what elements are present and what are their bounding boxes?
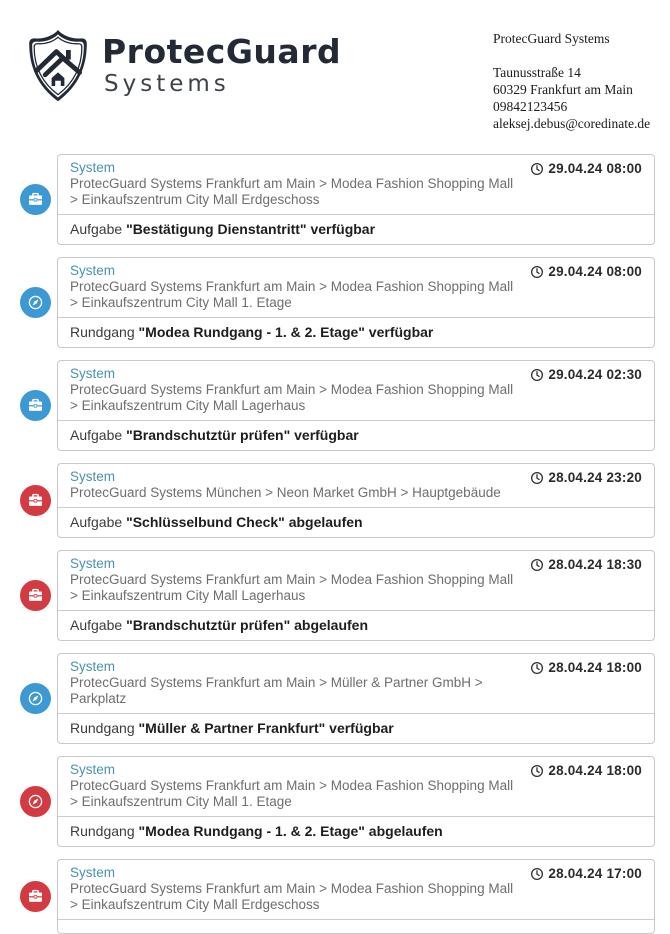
notification-list [0, 154, 670, 934]
company-logo [26, 28, 341, 104]
breadcrumb: ProtecGuard Systems Frankfurt am Main > Modea Fashion Shopping Mall > Einkaufszentrum City Mall Erdgeschoss [70, 176, 514, 207]
notification-card[interactable] [57, 463, 655, 538]
contact-email: aleksej.debus@coredinate.de [493, 116, 651, 131]
notification-card[interactable] [57, 756, 655, 847]
notification-row [0, 756, 670, 847]
breadcrumb: ProtecGuard Systems Frankfurt am Main > Modea Fashion Shopping Mall > Einkaufszentrum City Mall Lagerhaus [70, 572, 514, 603]
message-prefix: Rundgang [70, 720, 139, 736]
message-subject-status: "Müller & Partner Frankfurt" verfügbar [138, 720, 394, 736]
source-label: System [70, 366, 116, 381]
notification-card[interactable] [57, 154, 655, 245]
timestamp-text: 28.04.24 18:00 [548, 763, 642, 778]
briefcase-icon [20, 184, 51, 215]
timestamp-text: 29.04.24 02:30 [548, 367, 642, 382]
notification-row [0, 463, 670, 538]
notification-message [58, 507, 654, 537]
source-label: System [70, 659, 116, 674]
timestamp [530, 263, 642, 279]
clock-icon [530, 661, 544, 675]
message-subject-status: "Brandschutztür prüfen" abgelaufen [126, 617, 369, 633]
clock-icon [530, 867, 544, 881]
message-prefix: Aufgabe [70, 617, 127, 633]
compass-icon [20, 287, 51, 318]
notification-card[interactable] [57, 360, 655, 451]
briefcase-icon [20, 580, 51, 611]
message-subject-status: "Modea Rundgang - 1. & 2. Etage" verfügbar [138, 324, 434, 340]
notification-row [0, 550, 670, 641]
notification-card[interactable] [57, 257, 655, 348]
briefcase-icon [20, 485, 51, 516]
notification-message [58, 816, 654, 846]
timestamp [530, 160, 642, 176]
notification-card[interactable] [57, 550, 655, 641]
clock-icon [530, 162, 544, 176]
message-subject-status: "Bestätigung Dienstantritt" verfügbar [126, 221, 376, 237]
breadcrumb: ProtecGuard Systems Frankfurt am Main > Modea Fashion Shopping Mall > Einkaufszentrum City Mall 1. Etage [70, 778, 514, 809]
timestamp-text: 28.04.24 18:00 [548, 660, 642, 675]
timestamp-text: 28.04.24 23:20 [548, 470, 642, 485]
brand-name: ProtecGuard [102, 32, 342, 71]
notification-card[interactable] [57, 859, 655, 934]
shield-house-icon [26, 28, 90, 104]
message-prefix: Rundgang [70, 324, 139, 340]
timestamp [530, 469, 642, 485]
timestamp-text: 29.04.24 08:00 [548, 161, 642, 176]
clock-icon [530, 558, 544, 572]
breadcrumb: ProtecGuard Systems Frankfurt am Main > Modea Fashion Shopping Mall > Einkaufszentrum City Mall Erdgeschoss [70, 881, 514, 912]
timestamp [530, 762, 642, 778]
message-subject-status: "Schlüsselbund Check" abgelaufen [126, 514, 363, 530]
notification-message [58, 214, 654, 244]
notification-card[interactable] [57, 653, 655, 744]
message-subject-status: "Brandschutztür prüfen" verfügbar [126, 427, 359, 443]
source-label: System [70, 865, 116, 880]
timestamp [530, 865, 642, 881]
timestamp-text: 29.04.24 08:00 [548, 264, 642, 279]
notification-row [0, 653, 670, 744]
contact-phone: 09842123456 [493, 99, 568, 114]
clock-icon [530, 368, 544, 382]
briefcase-icon [20, 390, 51, 421]
timestamp-text: 28.04.24 17:00 [548, 866, 642, 881]
compass-icon [20, 683, 51, 714]
clock-icon [530, 764, 544, 778]
brand-subtitle: Systems [104, 71, 230, 97]
notification-message [58, 610, 654, 640]
notification-row [0, 257, 670, 348]
contact-block [493, 28, 658, 132]
contact-city: 60329 Frankfurt am Main [493, 82, 633, 97]
timestamp [530, 556, 642, 572]
breadcrumb: ProtecGuard Systems Frankfurt am Main > Modea Fashion Shopping Mall > Einkaufszentrum City Mall 1. Etage [70, 279, 514, 310]
message-prefix: Rundgang [70, 823, 139, 839]
notification-row [0, 360, 670, 451]
message-prefix: Aufgabe [70, 514, 127, 530]
message-prefix: Aufgabe [70, 427, 127, 443]
clock-icon [530, 265, 544, 279]
timestamp [530, 659, 642, 675]
notification-message [58, 420, 654, 450]
source-label: System [70, 556, 116, 571]
clock-icon [530, 471, 544, 485]
breadcrumb: ProtecGuard Systems München > Neon Market GmbH > Hauptgebäude [70, 485, 501, 500]
notification-message [58, 713, 654, 743]
message-subject-status: "Modea Rundgang - 1. & 2. Etage" abgelaufen [138, 823, 443, 839]
notification-row [0, 859, 670, 934]
timestamp [530, 366, 642, 382]
page-header [0, 0, 670, 131]
contact-company: ProtecGuard Systems [493, 31, 610, 46]
message-prefix: Aufgabe [70, 221, 127, 237]
compass-icon [20, 786, 51, 817]
breadcrumb: ProtecGuard Systems Frankfurt am Main > Modea Fashion Shopping Mall > Einkaufszentrum City Mall Lagerhaus [70, 382, 514, 413]
source-label: System [70, 160, 116, 175]
source-label: System [70, 469, 116, 484]
source-label: System [70, 762, 116, 777]
briefcase-icon [20, 881, 51, 912]
source-label: System [70, 263, 116, 278]
breadcrumb: ProtecGuard Systems Frankfurt am Main > Müller & Partner GmbH > Parkplatz [70, 675, 483, 706]
logo-wordmark [102, 34, 341, 98]
timestamp-text: 28.04.24 18:30 [548, 557, 642, 572]
notification-message [58, 317, 654, 347]
contact-street: Taunusstraße 14 [493, 65, 581, 80]
notification-row [0, 154, 670, 245]
notification-message [58, 919, 654, 933]
